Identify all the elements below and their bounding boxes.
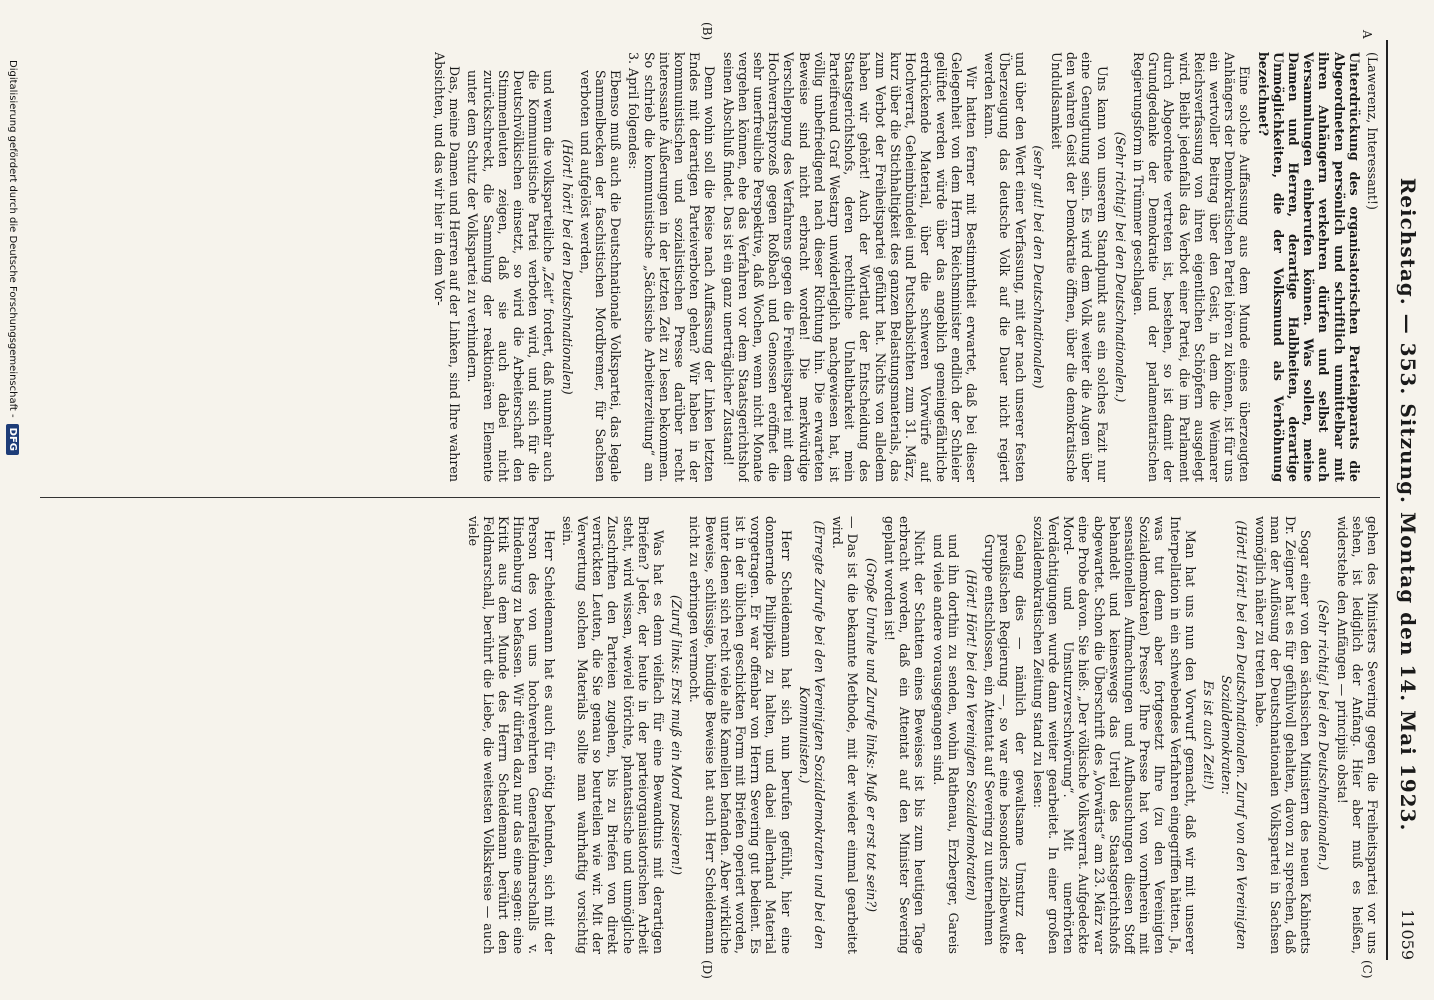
margin-marker-a: A (1360, 30, 1374, 39)
right-para-1: gehen des Ministers Severing gegen die Freiheitspartei vor uns sehen, ist lediglich der Anfang. Hier aber muß es heißen, widerstehe den Anfängen — principiis obsta! (1334, 516, 1380, 954)
right-para-16: Was hat es denn vielfach für eine Bewandtnis mit derartigen Briefen? Jeder, der heute in der parteiorganisatorischen Arbeit steht, wird wissen, wieviel törichte, phantastische und unmögliche Zuschriften den Parteien zugehen, bis zu Briefen von direkt verrückten Leuten, die Sie genau so beurteilen wie wir. Mit der Verwertung solchen Materials sollte man wahrhaftig vorsichtig sein. (559, 516, 667, 954)
right-para-17: Herr Scheidemann hat es auch für nötig befunden, sich mit der Person des von uns hochverehrten Generalfeldmarschalls v. Hindenburg zu befassen. Wir dürfen dazu nur das eine sagen: eine Kritik aus dem Munde des Herrn Scheidemann berührt den Feldmarschall, berührt die Liebe, die weitesten Volkskreise — auch viele (465, 516, 557, 954)
footer-text: Digitalisierung gefördert durch die Deutsche Forschungsgemeinschaft - (7, 60, 18, 418)
left-para-7: und über den Wert einer Verfassung, mit der nach unserer festen Überzeugung das deutsche Volk auf die Dauer nicht regiert werden kann. (982, 52, 1028, 482)
margin-marker-c: (C) (1360, 960, 1374, 979)
page-header (1386, 40, 1428, 960)
left-column (40, 52, 1380, 482)
right-column (40, 516, 1380, 954)
left-para-6: (sehr gut! bei den Deutschnationalen) (1030, 145, 1046, 389)
right-para-13: (Erregte Zurufe bei den Vereinigten Sozialdemokraten und bei den Kommunisten.) (796, 520, 828, 950)
margin-marker-b: (B) (700, 22, 714, 41)
digitization-footer (6, 60, 19, 455)
left-para-5: Uns kann von unserem Standpunkt aus ein solches Fazit nur eine Genugtuung sein. Es wird dem Volk weiter die Augen über den wahren Geist der Demokratie öffnen, über die demokratische Unduldsamkeit (1048, 52, 1110, 482)
right-para-8: (Hört! Hört! bei den Vereinigten Sozialdemokraten) (963, 569, 979, 901)
left-para-1: (Lawerenz, Interessant!) (1365, 52, 1380, 210)
right-para-6: Man hat uns nun den Vorwurf gemacht, daß wir mit unserer Interpellation in ein schwebendes Verfahren eingegriffen hätten. Ja, was tut denn aber fortgesetzt Ihre (zu den Vereinigten Sozialdemokraten) Presse? Ihre Presse hat von vornherein mit sensationellen Aufmachungen und Aufbauschungen diesen Stoff behandelt und keineswegs das Urteil des Staatsgerichtshofs abgewartet. Schon die Überschrift des „Vorwärts“ am 23. März war eine Probe davon. Sie hieß: „Der völkische Volksverrat. Aufgedeckte Mord- und Umsturzverschwörung“. Mit unerhörten Verdächtigungen wurde dann weiter gearbeitet. In einer großen sozialdemokratischen Zeitung stand zu lesen: (1030, 516, 1198, 954)
page-number: 11059 (1398, 909, 1418, 960)
column-divider (40, 497, 1380, 498)
right-para-9: und ihn dorthin zu senden, wohin Rathenau, Erzberger, Gareis und viele andere vorausgegangen sind. (930, 534, 961, 954)
left-para-9: Denn wohin soll die Reise nach Auffassung der Linken letzten Endes mit derartigen Parteiverboten gehen? Wir haben in der kommunistischen und sozialistischen Presse darüber recht interessante Äußerungen in der letzten Zeit zu lesen bekommen. So schrieb die kommunistische „Sächsische Arbeiterzeitung“ am 3. April folgendes: (626, 52, 718, 482)
dfg-logo: DFG (6, 424, 19, 455)
left-para-4: (Sehr richtig! bei den Deutschnationalen.) (1112, 131, 1128, 403)
right-para-15: (Zuruf links: Erst muß ein Mord passieren!) (669, 595, 685, 875)
left-para-10: Ebenso muß auch die Deutschnationale Volkspartei, das legale Sammelbecken der faschistischen Mordbremer, für Sachsen verboten und aufgelöst werden, (577, 70, 624, 482)
left-para-11: (Hört! hört! bei den Deutschnationalen) (559, 139, 575, 395)
right-para-4: (Hört! Hört! bei den Deutschnationalen. Zuruf von den Vereinigten Sozialdemokraten: (1219, 520, 1250, 950)
right-para-14: Herr Scheidemann hat sich nun berufen gefühlt, hier eine donnernde Philippika zu halten, und dabei allerhand Material vorgetragen. Er war offenbar von Herrn Severing gut bedient. Es ist in der üblichen geschickten Form mit Briefen operiert worden, unter denen sich recht viele alte Kamellen befanden. Aber wirkliche Beweise, schlüssige, bündige Beweise hat auch Herr Scheidemann nicht zu erbringen vermocht. (687, 516, 794, 954)
left-para-2: Unterdrückung des organisatorischen Parteiapparats die Abgeordneten persönlich und schriftlich unmittelbar mit ihren Anhängern verkehren dürfen und selbst auch Versammlungen einberufen können. Was sollen, meine Damen und Herren, derartige Halbheiten, derartige Unmöglichkeiten, die der Volksmund als Verhöhnung bezeichnet? (1255, 52, 1362, 482)
right-para-7: Gelang dies — nämlich der gewaltsame Umsturz der preußischen Regierung —, so war eine besonders zielbewußte Gruppe entschlossen, ein Attentat auf Severing zu unternehmen (982, 534, 1028, 954)
left-para-3: Eine solche Auffassung aus dem Munde eines überzeugten Anhängers der Demokratischen Partei hören zu können, ist für uns ein wertvoller Beitrag über den Geist, in dem die Weimarer Reichsverfassung von ihren eigentlichen Schöpfern ausgelegt wird. Bleibt jedenfalls das Verbot einer Partei, die im Parlament durch Abgeordnete vertreten ist, bestehen, so ist damit der Grundgedanke der Demokratie und der parlamentarischen Regierungsform in Trümmer geschlagen. (1130, 52, 1253, 482)
left-para-12: und wenn die volksparteiliche „Zeit“ fordert, daß nunmehr auch die Kommunistische Partei verboten wird, und sich für die Deutschvölkischen einsetzt, so wird die Arbeiterschaft den Stimmenleuten zeigen, daß sie auch dabei nicht zurückschreckt, die Sammlung der reaktionären Elemente unter dem Schutz der Volkspartei zu verhindern. (465, 70, 557, 482)
right-para-12: — Das ist die bekannte Methode, mit der wieder einmal gearbeitet wird. (830, 516, 861, 954)
page-title: Reichstag. — 353. Sitzung. Montag den 14. Mai 1923. (1396, 177, 1420, 832)
right-para-11: (Große Unruhe und Zurufe links: Muß er erst tot sein?) (863, 557, 879, 913)
margin-marker-d: (D) (700, 960, 714, 979)
right-para-2: (Sehr richtig! bei den Deutschnationalen.) (1316, 599, 1332, 871)
left-para-13: Das, meine Damen und Herren auf der Linken, sind Ihre wahren Absichten, und das wir hier in dem Vor- (432, 52, 463, 482)
right-para-10: Nicht der Schatten eines Beweises ist bis zum heutigen Tage erbracht worden, daß ein Attentat auf den Minister Severing geplant worden ist! (881, 516, 928, 954)
left-para-8: Wir hatten ferner mit Bestimmtheit erwartet, daß bei dieser Gelegenheit von dem Herrn Reichsminister endlich der Schleier gelüftet werden würde über das angeblich gemeingefährliche erdrückende Material, über die schweren Vorwürfe auf Hochverrat, Geheimbündelei und Putschabsichten zum 31. März, kurz über die Stichhaltigkeit des ganzen Belastungsmaterials, das zum Verbot der Freiheitspartei geführt hat. Nichts von alledem haben wir gehört! Auch der Wortlaut der Entscheidung des Staatsgerichtshofs, deren rechtliche Unhaltbarkeit mein Parteifreund Graf Westarp unwiderleglich nachgewiesen hat, ist völlig unbefriedigend nach dieser Richtung hin. Die erwarteten Beweise sind nicht erbracht worden! Die merkwürdige Verschleppung des Verfahrens gegen die Freiheitspartei mit dem Hochverratsprozeß gegen Roßbach und Genossen eröffnet die sehr unerfreuliche Perspektive, daß Wochen, wenn nicht Monate vergehen können, ehe das Verfahren vor dem Staatsgerichtshof seinen Abschluß findet. Das ist ein ganz unerträglicher Zustand! (720, 52, 979, 482)
right-para-3: Sogar einer von den sächsischen Ministern des neuen Kabinetts Dr. Zeigner hat es für gefühlvoll gehalten, davon zu sprechen, daß man der Auflösung der Deutschnationalen Volkspartei in Sachsen womöglich näher zu treten habe. (1252, 516, 1314, 954)
right-para-5: Es ist auch Zeit!) (1200, 680, 1216, 790)
